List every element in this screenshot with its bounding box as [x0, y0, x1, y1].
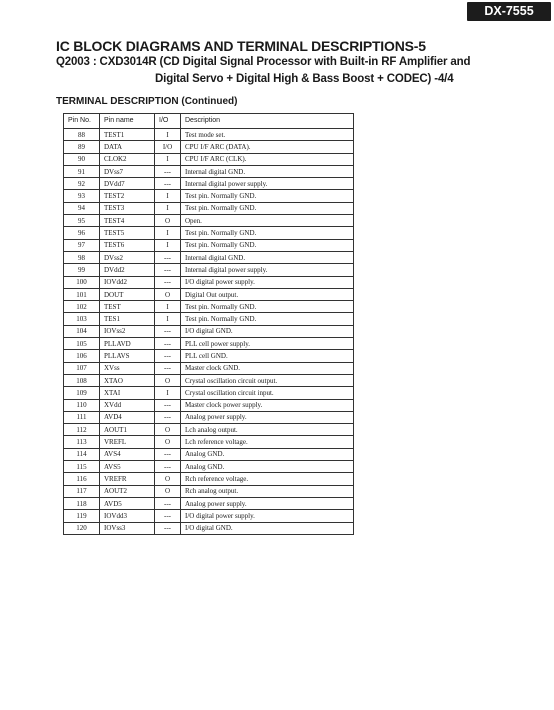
description-cell: Rch reference voltage.	[181, 473, 354, 485]
io-cell: O	[155, 374, 181, 386]
description-cell: Digital Out output.	[181, 288, 354, 300]
table-row	[64, 485, 354, 497]
pin-number-cell: 118	[64, 497, 100, 509]
io-cell: ---	[155, 276, 181, 288]
io-cell: O	[155, 436, 181, 448]
pin-number-cell: 98	[64, 251, 100, 263]
pin-number-cell: 101	[64, 288, 100, 300]
pin-number-cell: 100	[64, 276, 100, 288]
io-cell: ---	[155, 497, 181, 509]
pin-name-cell: TEST1	[100, 129, 155, 141]
pin-number-cell: 110	[64, 399, 100, 411]
io-cell: ---	[155, 350, 181, 362]
page-title: IC BLOCK DIAGRAMS AND TERMINAL DESCRIPTIONS-5	[56, 38, 426, 54]
table-row	[64, 190, 354, 202]
pin-name-cell: PLLAVS	[100, 350, 155, 362]
pin-name-cell: PLLAVD	[100, 338, 155, 350]
pin-number-cell: 115	[64, 461, 100, 473]
pin-name-cell: DVss7	[100, 165, 155, 177]
pin-number-cell: 116	[64, 473, 100, 485]
pin-number-cell: 96	[64, 227, 100, 239]
io-cell: O	[155, 424, 181, 436]
table-row	[64, 362, 354, 374]
table-body	[64, 129, 354, 535]
description-cell: Internal digital GND.	[181, 165, 354, 177]
pin-number-cell: 89	[64, 141, 100, 153]
table-row	[64, 301, 354, 313]
pin-name-cell: XTAO	[100, 374, 155, 386]
subtitle-line-1: Q2003 : CXD3014R (CD Digital Signal Processor with Built-in RF Amplifier and	[56, 56, 471, 68]
description-cell: Master clock power supply.	[181, 399, 354, 411]
pin-name-cell: AVS4	[100, 448, 155, 460]
pin-name-cell: IOVdd3	[100, 510, 155, 522]
io-cell: I	[155, 129, 181, 141]
pin-name-cell: TES1	[100, 313, 155, 325]
subtitle-line-2: Digital Servo + Digital High & Bass Boost + CODEC) -4/4	[155, 73, 454, 85]
table-row	[64, 522, 354, 534]
io-cell: ---	[155, 399, 181, 411]
table-row	[64, 448, 354, 460]
table-row	[64, 461, 354, 473]
pin-name-cell: CLOK2	[100, 153, 155, 165]
pin-number-cell: 112	[64, 424, 100, 436]
table-row	[64, 264, 354, 276]
pin-name-cell: AVD5	[100, 497, 155, 509]
description-cell: Open.	[181, 215, 354, 227]
description-cell: Internal digital power supply.	[181, 264, 354, 276]
io-cell: I	[155, 227, 181, 239]
description-cell: Test pin. Normally GND.	[181, 202, 354, 214]
io-cell: ---	[155, 461, 181, 473]
pin-number-cell: 117	[64, 485, 100, 497]
terminal-table	[63, 113, 354, 535]
io-cell: I	[155, 202, 181, 214]
description-cell: Rch analog output.	[181, 485, 354, 497]
model-badge: DX-7555	[467, 2, 551, 21]
io-cell: I	[155, 313, 181, 325]
table-row	[64, 436, 354, 448]
description-cell: PLL cell GND.	[181, 350, 354, 362]
io-cell: I	[155, 239, 181, 251]
section-heading: TERMINAL DESCRIPTION (Continued)	[56, 96, 238, 107]
table-row	[64, 424, 354, 436]
pin-name-cell: AVD4	[100, 411, 155, 423]
pin-name-cell: TEST3	[100, 202, 155, 214]
pin-number-cell: 94	[64, 202, 100, 214]
column-header-description: Description	[181, 114, 354, 129]
pin-number-cell: 90	[64, 153, 100, 165]
description-cell: Internal digital GND.	[181, 251, 354, 263]
description-cell: CPU I/F ARC (CLK).	[181, 153, 354, 165]
pin-name-cell: DVss2	[100, 251, 155, 263]
io-cell: ---	[155, 165, 181, 177]
table-row	[64, 165, 354, 177]
pin-number-cell: 114	[64, 448, 100, 460]
table-row	[64, 227, 354, 239]
pin-name-cell: AVS5	[100, 461, 155, 473]
pin-number-cell: 108	[64, 374, 100, 386]
description-cell: Lch analog output.	[181, 424, 354, 436]
pin-number-cell: 105	[64, 338, 100, 350]
io-cell: I	[155, 190, 181, 202]
pin-name-cell: XVss	[100, 362, 155, 374]
description-cell: Test pin. Normally GND.	[181, 190, 354, 202]
io-cell: ---	[155, 362, 181, 374]
description-cell: I/O digital power supply.	[181, 276, 354, 288]
pin-name-cell: DVdd7	[100, 178, 155, 190]
io-cell: O	[155, 288, 181, 300]
pin-name-cell: TEST4	[100, 215, 155, 227]
description-cell: Master clock GND.	[181, 362, 354, 374]
pin-name-cell: DVdd2	[100, 264, 155, 276]
table-row	[64, 411, 354, 423]
table-row	[64, 288, 354, 300]
pin-number-cell: 103	[64, 313, 100, 325]
description-cell: Lch reference voltage.	[181, 436, 354, 448]
description-cell: Crystal oscillation circuit output.	[181, 374, 354, 386]
table-row	[64, 276, 354, 288]
description-cell: I/O digital GND.	[181, 522, 354, 534]
pin-name-cell: XTAI	[100, 387, 155, 399]
pin-number-cell: 95	[64, 215, 100, 227]
table-row	[64, 374, 354, 386]
table-row	[64, 399, 354, 411]
pin-name-cell: AOUT2	[100, 485, 155, 497]
pin-name-cell: XVdd	[100, 399, 155, 411]
pin-name-cell: DATA	[100, 141, 155, 153]
pin-number-cell: 120	[64, 522, 100, 534]
pin-number-cell: 111	[64, 411, 100, 423]
table-row	[64, 338, 354, 350]
pin-number-cell: 93	[64, 190, 100, 202]
pin-name-cell: VREFR	[100, 473, 155, 485]
table-row	[64, 202, 354, 214]
description-cell: Analog GND.	[181, 448, 354, 460]
table-row	[64, 239, 354, 251]
pin-number-cell: 88	[64, 129, 100, 141]
pin-name-cell: TEST2	[100, 190, 155, 202]
pin-number-cell: 107	[64, 362, 100, 374]
io-cell: ---	[155, 448, 181, 460]
table-header-row	[64, 114, 354, 129]
pin-name-cell: IOVss3	[100, 522, 155, 534]
description-cell: Test pin. Normally GND.	[181, 313, 354, 325]
table-row	[64, 251, 354, 263]
table-row	[64, 473, 354, 485]
column-header-pin-no: Pin No.	[64, 114, 100, 129]
pin-name-cell: TEST6	[100, 239, 155, 251]
table-row	[64, 350, 354, 362]
pin-name-cell: TEST	[100, 301, 155, 313]
io-cell: ---	[155, 522, 181, 534]
pin-number-cell: 106	[64, 350, 100, 362]
pin-number-cell: 104	[64, 325, 100, 337]
table-row	[64, 215, 354, 227]
io-cell: ---	[155, 264, 181, 276]
table-row	[64, 178, 354, 190]
table-row	[64, 141, 354, 153]
io-cell: I/O	[155, 141, 181, 153]
pin-name-cell: IOVss2	[100, 325, 155, 337]
description-cell: Internal digital power supply.	[181, 178, 354, 190]
description-cell: I/O digital power supply.	[181, 510, 354, 522]
io-cell: ---	[155, 338, 181, 350]
description-cell: I/O digital GND.	[181, 325, 354, 337]
table-row	[64, 153, 354, 165]
io-cell: ---	[155, 510, 181, 522]
pin-name-cell: AOUT1	[100, 424, 155, 436]
pin-name-cell: DOUT	[100, 288, 155, 300]
pin-name-cell: TEST5	[100, 227, 155, 239]
pin-number-cell: 91	[64, 165, 100, 177]
pin-number-cell: 97	[64, 239, 100, 251]
pin-name-cell: IOVdd2	[100, 276, 155, 288]
table-row	[64, 313, 354, 325]
pin-number-cell: 113	[64, 436, 100, 448]
table-row	[64, 325, 354, 337]
description-cell: Crystal oscillation circuit input.	[181, 387, 354, 399]
io-cell: ---	[155, 325, 181, 337]
pin-number-cell: 119	[64, 510, 100, 522]
description-cell: Test mode set.	[181, 129, 354, 141]
io-cell: I	[155, 153, 181, 165]
io-cell: O	[155, 485, 181, 497]
pin-number-cell: 102	[64, 301, 100, 313]
io-cell: I	[155, 387, 181, 399]
description-cell: PLL cell power supply.	[181, 338, 354, 350]
description-cell: Test pin. Normally GND.	[181, 227, 354, 239]
pin-number-cell: 109	[64, 387, 100, 399]
column-header-pin-name: Pin name	[100, 114, 155, 129]
io-cell: O	[155, 215, 181, 227]
table-row	[64, 387, 354, 399]
io-cell: ---	[155, 178, 181, 190]
table-row	[64, 129, 354, 141]
description-cell: Analog power supply.	[181, 411, 354, 423]
column-header-io: I/O	[155, 114, 181, 129]
description-cell: CPU I/F ARC (DATA).	[181, 141, 354, 153]
description-cell: Test pin. Normally GND.	[181, 239, 354, 251]
io-cell: ---	[155, 251, 181, 263]
io-cell: O	[155, 473, 181, 485]
io-cell: ---	[155, 411, 181, 423]
description-cell: Analog power supply.	[181, 497, 354, 509]
pin-number-cell: 99	[64, 264, 100, 276]
table-row	[64, 510, 354, 522]
pin-number-cell: 92	[64, 178, 100, 190]
description-cell: Analog GND.	[181, 461, 354, 473]
table-row	[64, 497, 354, 509]
description-cell: Test pin. Normally GND.	[181, 301, 354, 313]
pin-name-cell: VREFL	[100, 436, 155, 448]
io-cell: I	[155, 301, 181, 313]
